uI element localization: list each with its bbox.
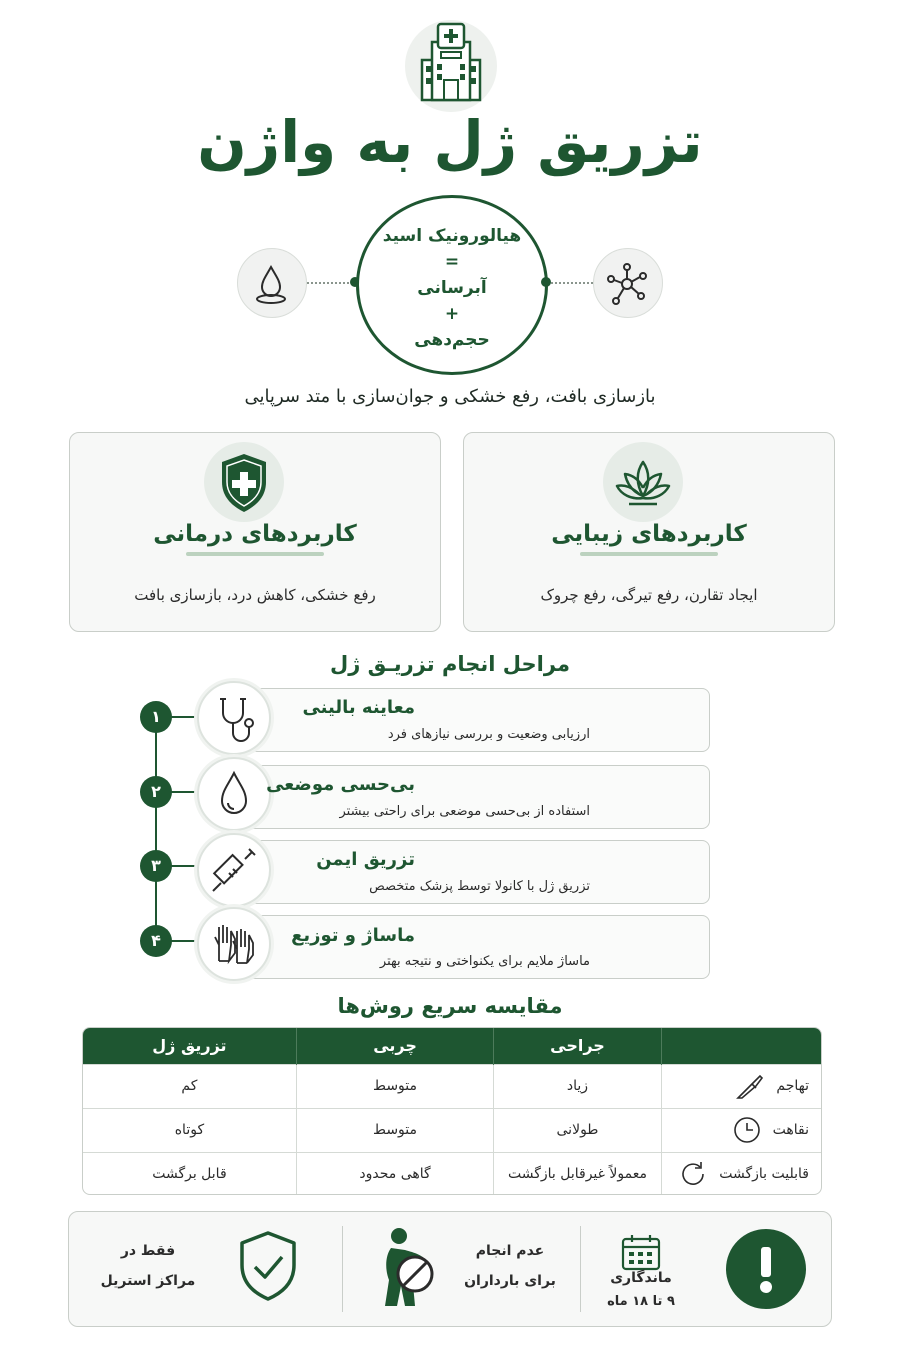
sterile-line2: مراکز استریل (100, 1273, 196, 1289)
step-title: تزریق ایمن (316, 849, 415, 870)
table-cell: قابل برگشت (83, 1152, 296, 1195)
subtitle: بازسازی بافت، رفع خشکی و جوان‌سازی با متد سرپایی (244, 386, 656, 407)
scalpel-icon (734, 1070, 766, 1102)
molecule-icon (593, 248, 663, 318)
refresh-icon (677, 1158, 709, 1190)
connector-line (307, 282, 353, 284)
duration-value: ۹ تا ۱۸ ماه (607, 1294, 675, 1309)
table-header-surgery: جراحی (494, 1028, 662, 1064)
water-drop-icon (237, 248, 307, 318)
no-pregnancy-icon (375, 1226, 441, 1314)
sterile-line1: فقط در (120, 1243, 176, 1259)
beauty-card-title: کاربردهای زیبایی (551, 521, 747, 547)
formula-plus: + (444, 304, 460, 324)
row-label-text: نقاهت (772, 1122, 809, 1138)
gloves-icon (197, 907, 271, 981)
shield-cross-icon (204, 442, 284, 522)
step-title: ماساژ و توزیع (291, 925, 415, 946)
comparison-table (82, 1027, 822, 1195)
table-cell: زیاد (494, 1064, 662, 1108)
comparison-title: مقایسه سریع روش‌ها (337, 994, 563, 1018)
duration-text (596, 1266, 686, 1314)
step-desc: ماساژ ملایم برای یکنواختی و نتیجه بهتر (379, 954, 590, 969)
table-cell: متوسط (296, 1108, 493, 1152)
steps-title: مراحل انجام تزریـق ژل (330, 652, 570, 676)
warning-icon (726, 1229, 806, 1309)
row-label-text: تهاجم (776, 1078, 809, 1094)
table-cell: کم (83, 1064, 296, 1108)
pregnancy-text (455, 1236, 565, 1296)
table-row (83, 1108, 821, 1152)
step-title: معاینه بالینی (302, 697, 415, 718)
drop-icon (197, 757, 271, 831)
page-title: تزریق ژل به واژن (197, 108, 703, 176)
shield-check-icon (236, 1229, 300, 1307)
formula-line3: حجم‌دهی (414, 330, 490, 350)
formula-equals: = (444, 252, 460, 272)
step-card (230, 840, 710, 904)
table-row (83, 1152, 821, 1195)
table-cell: متوسط (296, 1064, 493, 1108)
table-header-gel: تزریق ژل (83, 1028, 296, 1064)
medical-card-text: رفع خشکی، کاهش درد، بازسازی بافت (134, 586, 376, 604)
step-number: ۳ (140, 850, 172, 882)
syringe-icon (197, 833, 271, 907)
row-label (661, 1108, 821, 1152)
divider (342, 1226, 343, 1312)
connector-dot (541, 277, 551, 287)
title-underline (186, 552, 324, 556)
lotus-icon (603, 442, 683, 522)
timeline-line (155, 716, 157, 940)
step-desc: تزریق ژل با کانولا توسط پزشک متخصص (369, 879, 590, 894)
table-cell: طولانی (494, 1108, 662, 1152)
beauty-card-text: ایجاد تقارن، رفع تیرگی، رفع چروک (540, 586, 758, 604)
row-label-text: قابلیت بازگشت (719, 1166, 809, 1183)
step-number: ۴ (140, 925, 172, 957)
title-underline (580, 552, 718, 556)
clock-icon (731, 1114, 763, 1146)
sterile-text (88, 1236, 208, 1296)
table-cell: کوتاه (83, 1108, 296, 1152)
table-cell: گاهی محدود (296, 1152, 493, 1195)
table-cell: معمولاً غیرقابل بازگشت (494, 1152, 662, 1195)
stethoscope-icon (197, 681, 271, 755)
table-header-fat: چربی (296, 1028, 493, 1064)
step-number: ۱ (140, 701, 172, 733)
connector-line (551, 282, 593, 284)
row-label (661, 1064, 821, 1108)
table-header-empty (661, 1028, 821, 1064)
hospital-icon (400, 16, 502, 112)
step-title: بی‌حسی موضعی (266, 774, 415, 795)
row-label (661, 1152, 821, 1195)
step-desc: استفاده از بی‌حسی موضعی برای راحتی بیشتر (339, 804, 590, 819)
divider (580, 1226, 581, 1312)
table-row (83, 1064, 821, 1108)
formula-line1: هیالورونیک اسید (382, 226, 522, 246)
formula-text (356, 223, 548, 353)
pregnancy-line1: عدم انجام (475, 1243, 545, 1259)
formula-line2: آبرسانی (417, 278, 487, 298)
medical-card-title: کاربردهای درمانی (153, 521, 357, 547)
step-desc: ارزیابی وضعیت و بررسی نیازهای فرد (387, 727, 590, 742)
duration-label: ماندگاری (610, 1270, 672, 1286)
pregnancy-line2: برای بارداران (464, 1273, 556, 1289)
step-number: ۲ (140, 776, 172, 808)
